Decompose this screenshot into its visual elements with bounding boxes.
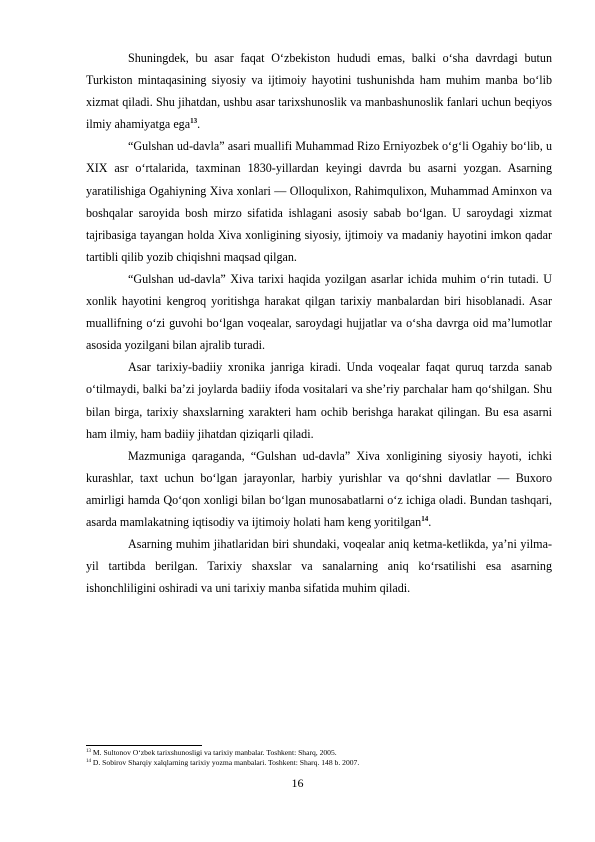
- paragraph: [86, 47, 552, 135]
- footnote-separator: [86, 745, 202, 746]
- footnote: [86, 758, 556, 768]
- paragraph: [86, 533, 552, 599]
- footnote-ref: 14: [421, 514, 429, 523]
- page-number: 16: [291, 776, 304, 790]
- paragraph: [86, 445, 552, 533]
- paragraph-text: .: [197, 117, 201, 132]
- paragraph-text: “Gulshan ud-davla” asari muallifi Muhammad Rizo Erniyozbek o‘g‘li Ogahiy bo‘lib, u XIX asr o‘rtalarida, taxminan 1830-yillardan keyingi davrda bu asarni yozgan. Asarning yaratilishiga Ogahiyning Xiva xonlari — Olloqulixon, Rahimqulixon, Muhammad Aminxon va boshqalar saroyida bosh mirzo sifatida ishlagani asosiy sabab bo‘lgan. U saroydagi xizmat tajribasiga tayangan holda Xiva xonligining siyosiy, ijtimoiy va madaniy hayotini imkon qadar tartibli qilib yozib chiqishni maqsad qilgan.: [86, 139, 552, 264]
- footnote-number: 13: [86, 749, 91, 754]
- footnote-ref: 13: [190, 117, 198, 126]
- paragraph: [86, 268, 552, 356]
- footnote-text: D. Sobirov Sharqiy xalqlarning tarixiy yozma manbalari. Toshkent: Sharq. 148 b. 2007.: [91, 758, 360, 767]
- footnote: [86, 748, 556, 758]
- paragraph: [86, 356, 552, 444]
- footnote-number: 14: [86, 759, 91, 764]
- body-text: [86, 47, 552, 599]
- paragraph-text: Mazmuniga qaraganda, “Gulshan ud-davla” Xiva xonligining siyosiy hayoti, ichki kurashlar, taxt uchun bo‘lgan jarayonlar, harbiy yurishlar va qo‘shni davlatlar — Buxoro amirligi hamda Qo‘qon xonligi bilan bo‘lgan munosabatlarni o‘z ichiga oladi. Bundan tashqari, asarda mamlakatning iqtisodiy va ijtimoiy holati ham keng yoritilgan: [86, 448, 552, 529]
- footnote-text: M. Sultonov O‘zbek tarixshunosligi va tarixiy manbalar. Toshkent: Sharq, 2005.: [91, 748, 337, 757]
- paragraph-text: Shuningdek, bu asar faqat O‘zbekiston hududi emas, balki o‘sha davrdagi butun Turkiston mintaqasining siyosiy va ijtimoiy hayotini tushunishda ham muhim manba bo‘lib xizmat qiladi. Shu jihatdan, ushbu asar tarixshunoslik va manbashunoslik fanlari uchun beqiyos ilmiy ahamiyatga ega: [86, 51, 552, 132]
- paragraph: [86, 135, 552, 268]
- paragraph-text: .: [428, 514, 432, 529]
- paragraph-text: “Gulshan ud-davla” Xiva tarixi haqida yozilgan asarlar ichida muhim o‘rin tutadi. U xonlik hayotini kengroq yoritishga harakat qilgan tarixiy manbalardan biri hisoblanadi. Asar muallifning o‘zi guvohi bo‘lgan voqealar, saroydagi hujjatlar va o‘sha davrga oid ma’lumotlar asosida yozilgani bilan ajralib turadi.: [86, 271, 552, 353]
- footnotes: [86, 748, 556, 768]
- paragraph-text: Asarning muhim jihatlaridan biri shundaki, voqealar aniq ketma-ketlikda, ya’ni yilma-yil tartibda berilgan. Tarixiy shaxslar va sanalarning aniq ko‘rsatilishi esa asarning ishonchliligini oshiradi va uni tarixiy manba sifatida muhim qiladi.: [86, 537, 552, 596]
- paragraph-text: Asar tarixiy-badiiy xronika janriga kiradi. Unda voqealar faqat quruq tarzda sanab o‘tilmaydi, balki ba’zi joylarda badiiy ifoda vositalari va she’riy parchalar ham qo‘shilgan. Shu bilan birga, tarixiy shaxslarning xarakteri ham ochib berishga harakat qilingan. Bu esa asarni ham ilmiy, ham badiiy jihatdan qiziqarli qiladi.: [86, 360, 552, 441]
